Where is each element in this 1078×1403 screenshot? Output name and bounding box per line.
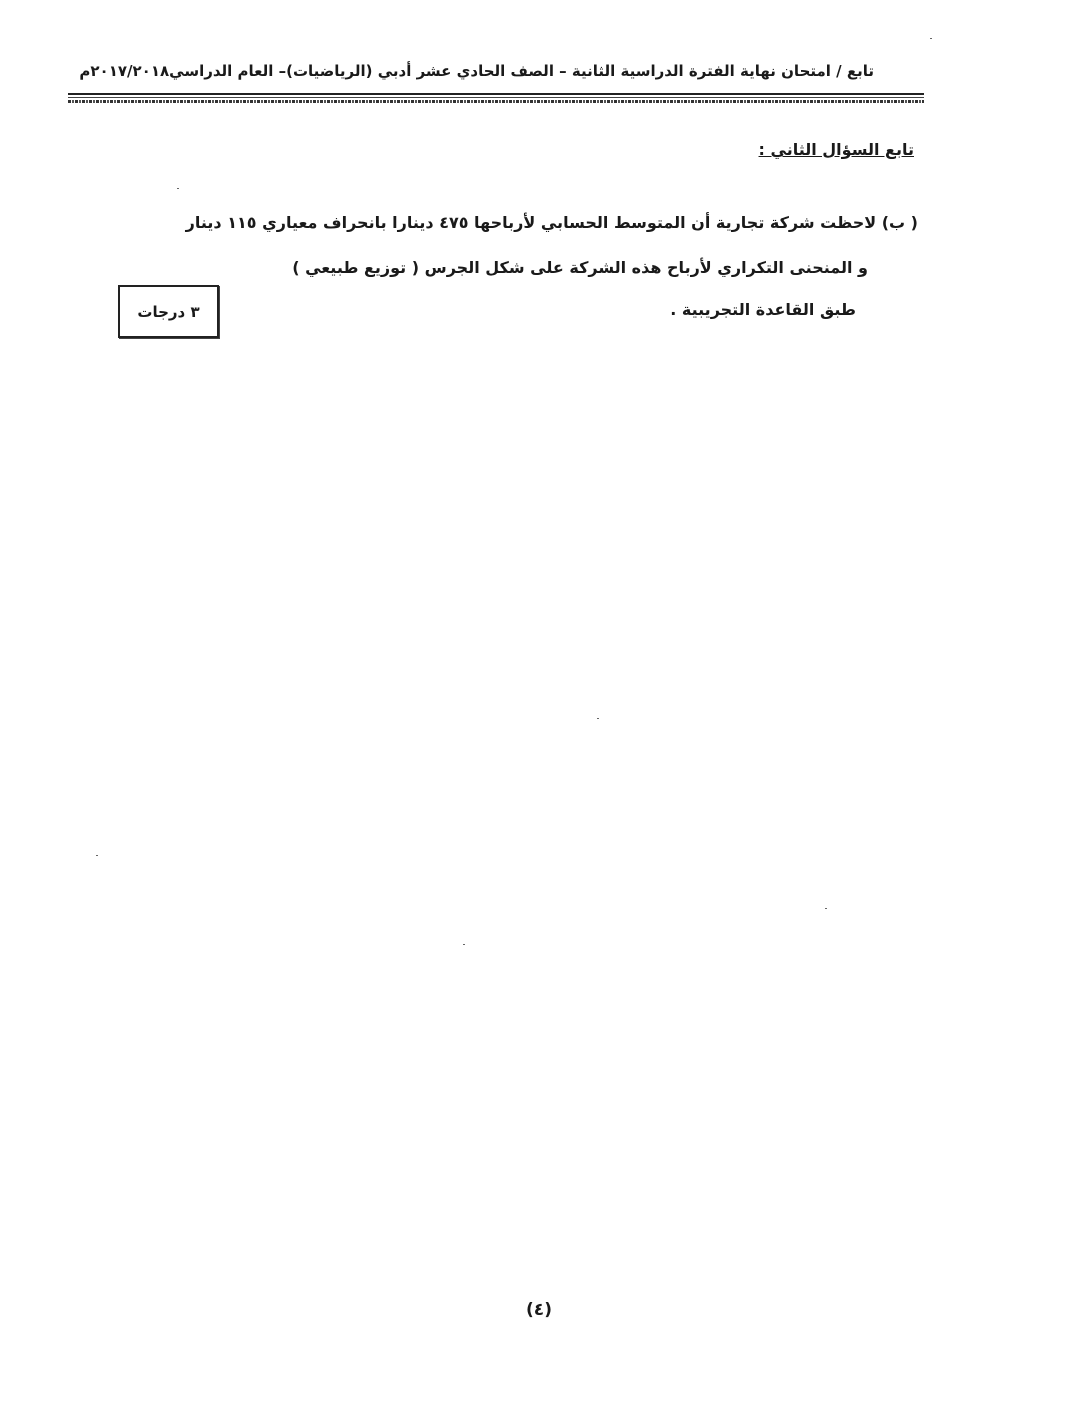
page-number: (٤)	[526, 1300, 552, 1320]
scan-speck	[597, 718, 599, 719]
scan-speck	[96, 855, 98, 856]
scan-speck	[177, 188, 179, 189]
section-title: تابع السؤال الثاني :	[758, 140, 914, 159]
question-line-3: طبق القاعدة التجريبية .	[670, 300, 856, 319]
scan-speck	[825, 908, 827, 909]
header-rule-middle	[68, 97, 924, 98]
scan-speck	[930, 38, 932, 39]
marks-label: ٣ درجات	[137, 302, 200, 321]
header-rule-top	[68, 93, 924, 95]
question-line-1: ( ب) لاحظت شركة تجارية أن المتوسط الحسابي لأرباحها ٤٧٥ دينارا بانحراف معياري ١١٥ دينار	[185, 213, 918, 232]
scan-speck	[463, 944, 465, 945]
header-rule-bottom	[68, 100, 924, 103]
exam-header: تابع / امتحان نهاية الفترة الدراسية الثانية – الصف الحادي عشر أدبي (الرياضيات)– العام الدراسي٢٠١٧/٢٠١٨م	[79, 62, 874, 80]
question-line-2: و المنحنى التكراري لأرباح هذه الشركة على شكل الجرس ( توزيع طبيعي )	[292, 258, 868, 277]
marks-box	[118, 285, 219, 338]
